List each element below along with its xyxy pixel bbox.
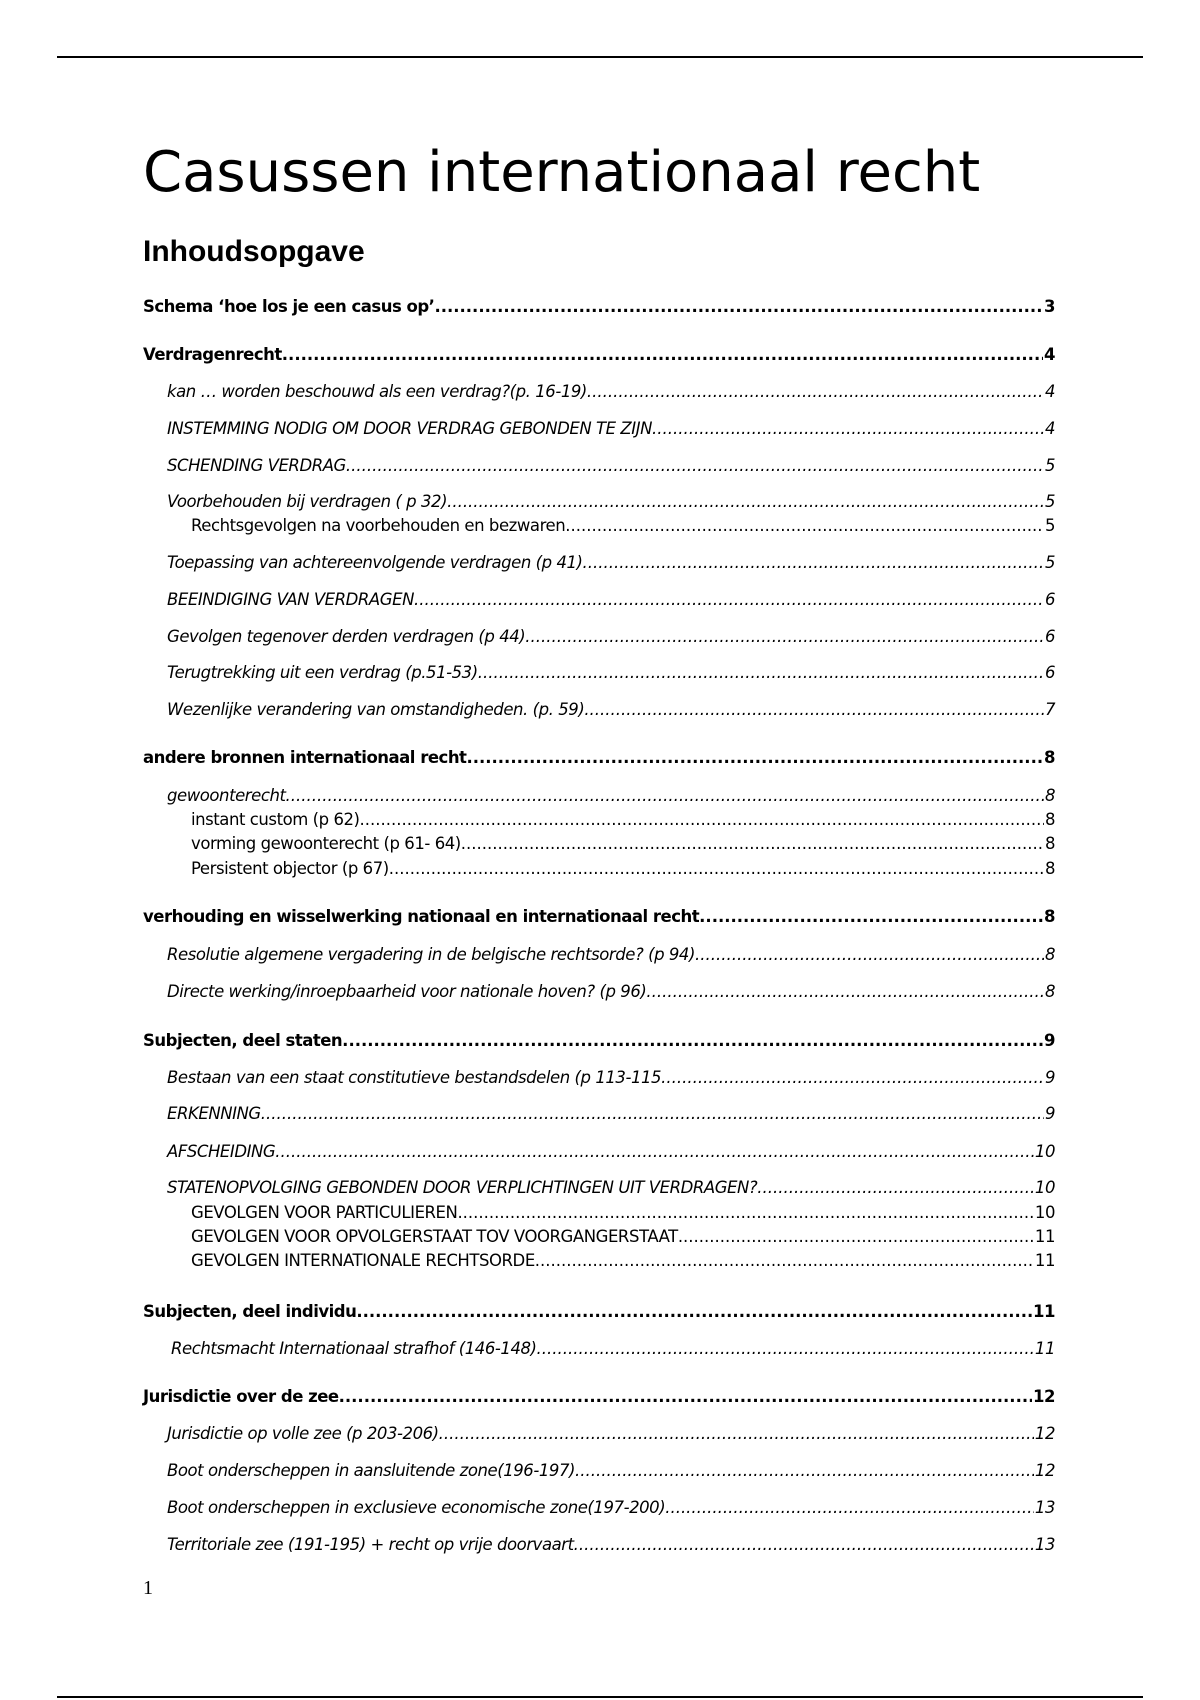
toc-entry[interactable] <box>191 1226 1055 1248</box>
toc-entry[interactable] <box>167 785 1055 807</box>
toc-entry-page: 11 <box>1034 1339 1055 1358</box>
toc-entry-page: 11 <box>1033 1302 1055 1321</box>
page-number: 1 <box>143 1577 153 1599</box>
toc-leader <box>478 662 1044 684</box>
toc-entry-text: instant custom (p 62) <box>191 810 360 829</box>
toc-entry-text: Schema ‘hoe los je een casus op’ <box>143 297 435 316</box>
toc-entry-text: kan … worden beschouwd als een verdrag?(p. 16-19) <box>167 382 587 401</box>
toc-entry-page: 6 <box>1044 663 1055 682</box>
toc-entry-text: gewoonterecht <box>167 786 286 805</box>
toc-entry[interactable] <box>191 1250 1055 1272</box>
toc-entry[interactable] <box>167 552 1055 574</box>
toc-entry-page: 10 <box>1034 1203 1055 1222</box>
toc-entry-page: 8 <box>1044 982 1055 1001</box>
toc-entry-text: Terugtrekking uit een verdrag (p.51-53) <box>167 663 478 682</box>
toc-leader <box>535 1250 1034 1272</box>
toc-entry-page: 7 <box>1044 700 1055 719</box>
toc-entry-page: 8 <box>1044 786 1055 805</box>
toc-entry-text: Persistent objector (p 67) <box>191 859 389 878</box>
toc-entry-page: 4 <box>1044 345 1055 364</box>
toc-leader <box>757 1177 1034 1199</box>
toc-entry-page: 9 <box>1044 1031 1055 1050</box>
toc-entry[interactable] <box>167 944 1055 966</box>
toc-entry-page: 12 <box>1033 1387 1055 1406</box>
toc-entry[interactable] <box>167 589 1055 611</box>
toc-entry-page: 13 <box>1034 1535 1055 1554</box>
toc-leader <box>261 1103 1044 1125</box>
toc-leader <box>389 858 1044 880</box>
toc-entry[interactable] <box>143 747 1055 769</box>
toc-entry-text: Subjecten, deel individu <box>143 1302 357 1321</box>
toc-leader <box>575 1460 1034 1482</box>
toc-leader <box>565 515 1044 537</box>
toc-entry-text: ERKENNING <box>167 1104 261 1123</box>
toc-entry-page: 6 <box>1044 627 1055 646</box>
toc-entry[interactable] <box>143 1386 1055 1408</box>
toc-entry-page: 3 <box>1044 297 1055 316</box>
toc-leader <box>587 381 1044 403</box>
toc-entry[interactable] <box>143 344 1055 366</box>
toc-entry[interactable] <box>167 1460 1055 1482</box>
toc-entry-text: AFSCHEIDING <box>167 1142 276 1161</box>
toc-entry-page: 10 <box>1034 1142 1055 1161</box>
toc-entry-text: vorming gewoonterecht (p 61- 64) <box>191 834 461 853</box>
toc-leader <box>661 1067 1044 1089</box>
toc-leader <box>342 1030 1043 1052</box>
toc-entry[interactable] <box>167 1177 1055 1199</box>
toc-entry-page: 9 <box>1044 1104 1055 1123</box>
toc-entry-text: GEVOLGEN INTERNATIONALE RECHTSORDE <box>191 1251 535 1270</box>
toc-leader <box>574 1534 1034 1556</box>
toc-entry-text: Rechtsmacht Internationaal strafhof (146-148) <box>171 1339 537 1358</box>
toc-entry-text: GEVOLGEN VOOR OPVOLGERSTAAT TOV VOORGANGERSTAAT <box>191 1227 678 1246</box>
toc-entry-page: 13 <box>1034 1498 1055 1517</box>
toc-leader <box>525 626 1044 648</box>
toc-leader <box>439 1423 1034 1445</box>
toc-entry-page: 5 <box>1044 516 1055 535</box>
toc-entry-page: 4 <box>1044 382 1055 401</box>
toc-leader <box>346 455 1044 477</box>
toc-leader <box>466 747 1043 769</box>
toc-entry[interactable] <box>167 455 1055 477</box>
toc-entry-page: 12 <box>1034 1461 1055 1480</box>
toc-entry-page: 12 <box>1034 1424 1055 1443</box>
toc-entry-text: Wezenlijke verandering van omstandigheden. (p. 59) <box>167 700 585 719</box>
toc-entry-text: STATENOPVOLGING GEBONDEN DOOR VERPLICHTINGEN UIT VERDRAGEN? <box>167 1178 758 1197</box>
toc-entry-page: 8 <box>1044 907 1055 926</box>
toc-entry[interactable] <box>143 296 1055 318</box>
toc-entry[interactable] <box>167 699 1055 721</box>
toc-entry-page: 11 <box>1034 1227 1055 1246</box>
toc-heading: Inhoudsopgave <box>143 235 365 268</box>
toc-entry-text: Boot onderscheppen in aansluitende zone(196-197) <box>167 1461 575 1480</box>
toc-entry[interactable] <box>167 1067 1055 1089</box>
toc-entry-text: andere bronnen internationaal recht <box>143 748 467 767</box>
toc-entry-text: Bestaan van een staat constitutieve bestandsdelen (p 113-115 <box>167 1068 662 1087</box>
toc-entry-text: Toepassing van achtereenvolgende verdragen (p 41) <box>167 553 583 572</box>
toc-leader <box>447 491 1044 513</box>
toc-entry-text: Resolutie algemene vergadering in de belgische rechtsorde? (p 94) <box>167 945 695 964</box>
toc-entry[interactable] <box>167 1103 1055 1125</box>
footer-rule <box>57 1696 1143 1698</box>
toc-leader <box>652 418 1044 440</box>
toc-leader <box>360 809 1044 831</box>
toc-leader <box>695 944 1044 966</box>
toc-entry[interactable] <box>143 1030 1055 1052</box>
toc-leader <box>282 344 1043 366</box>
toc-entry-text: INSTEMMING NODIG OM DOOR VERDRAG GEBONDEN TE ZIJN <box>167 419 653 438</box>
toc-entry-text: SCHENDING VERDRAG <box>167 456 346 475</box>
toc-entry[interactable] <box>167 1534 1055 1556</box>
toc-leader <box>584 699 1044 721</box>
toc-entry-page: 8 <box>1044 834 1055 853</box>
toc-entry[interactable] <box>191 858 1055 880</box>
toc-entry-page: 8 <box>1044 748 1055 767</box>
toc-entry-page: 5 <box>1044 553 1055 572</box>
toc-entry[interactable] <box>143 1301 1055 1323</box>
toc-entry[interactable] <box>167 981 1055 1003</box>
toc-leader <box>583 552 1044 574</box>
toc-entry-page: 5 <box>1044 492 1055 511</box>
toc-entry-text: Jurisdictie over de zee <box>143 1387 339 1406</box>
toc-leader <box>665 1497 1034 1519</box>
toc-entry[interactable] <box>167 1423 1055 1445</box>
toc-entry-page: 11 <box>1034 1251 1055 1270</box>
toc-entry[interactable] <box>191 515 1055 537</box>
toc-leader <box>434 296 1043 318</box>
toc-entry[interactable] <box>167 381 1055 403</box>
toc-entry-page: 8 <box>1044 859 1055 878</box>
toc-entry[interactable] <box>167 626 1055 648</box>
toc-leader <box>339 1386 1032 1408</box>
toc-entry[interactable] <box>167 491 1055 513</box>
toc-leader <box>275 1141 1034 1163</box>
toc-entry-page: 8 <box>1044 945 1055 964</box>
toc-entry[interactable] <box>191 833 1055 855</box>
toc-entry[interactable] <box>171 1338 1055 1360</box>
toc-leader <box>356 1301 1032 1323</box>
toc-leader <box>285 785 1043 807</box>
toc-leader <box>457 1202 1033 1224</box>
toc-entry-page: 10 <box>1034 1178 1055 1197</box>
document-title: Casussen internationaal recht <box>143 140 981 205</box>
toc-entry[interactable] <box>167 418 1055 440</box>
toc-entry-text: Directe werking/inroepbaarheid voor nationale hoven? (p 96) <box>167 982 647 1001</box>
toc-entry[interactable] <box>143 906 1055 928</box>
toc-entry-text: Boot onderscheppen in exclusieve economische zone(197-200) <box>167 1498 666 1517</box>
toc-entry-page: 9 <box>1044 1068 1055 1087</box>
toc-entry-text: Territoriale zee (191-195) + recht op vrije doorvaart <box>167 1535 574 1554</box>
toc-leader <box>461 833 1044 855</box>
toc-entry-text: BEEINDIGING VAN VERDRAGEN <box>167 590 414 609</box>
toc-entry-text: Verdragenrecht <box>143 345 282 364</box>
toc-entry[interactable] <box>191 809 1055 831</box>
toc-entry-text: Subjecten, deel staten <box>143 1031 343 1050</box>
toc-entry-page: 6 <box>1044 590 1055 609</box>
toc-entry-text: Gevolgen tegenover derden verdragen (p 44) <box>167 627 526 646</box>
toc-leader <box>699 906 1043 928</box>
toc-entry[interactable] <box>191 1202 1055 1224</box>
toc-entry[interactable] <box>167 1497 1055 1519</box>
toc-entry-text: Rechtsgevolgen na voorbehouden en bezwaren <box>191 516 566 535</box>
toc-entry[interactable] <box>167 662 1055 684</box>
toc-leader <box>678 1226 1034 1248</box>
toc-entry-text: GEVOLGEN VOOR PARTICULIEREN <box>191 1203 458 1222</box>
toc-leader <box>537 1338 1034 1360</box>
toc-entry-page: 4 <box>1044 419 1055 438</box>
toc-entry-page: 8 <box>1044 810 1055 829</box>
toc-entry[interactable] <box>167 1141 1055 1163</box>
toc-leader <box>414 589 1044 611</box>
toc-entry-text: Jurisdictie op volle zee (p 203-206) <box>167 1424 439 1443</box>
toc-leader <box>646 981 1044 1003</box>
toc-entry-page: 5 <box>1044 456 1055 475</box>
toc-entry-text: verhouding en wisselwerking nationaal en internationaal recht <box>143 907 700 926</box>
toc-entry-text: Voorbehouden bij verdragen ( p 32) <box>167 492 448 511</box>
